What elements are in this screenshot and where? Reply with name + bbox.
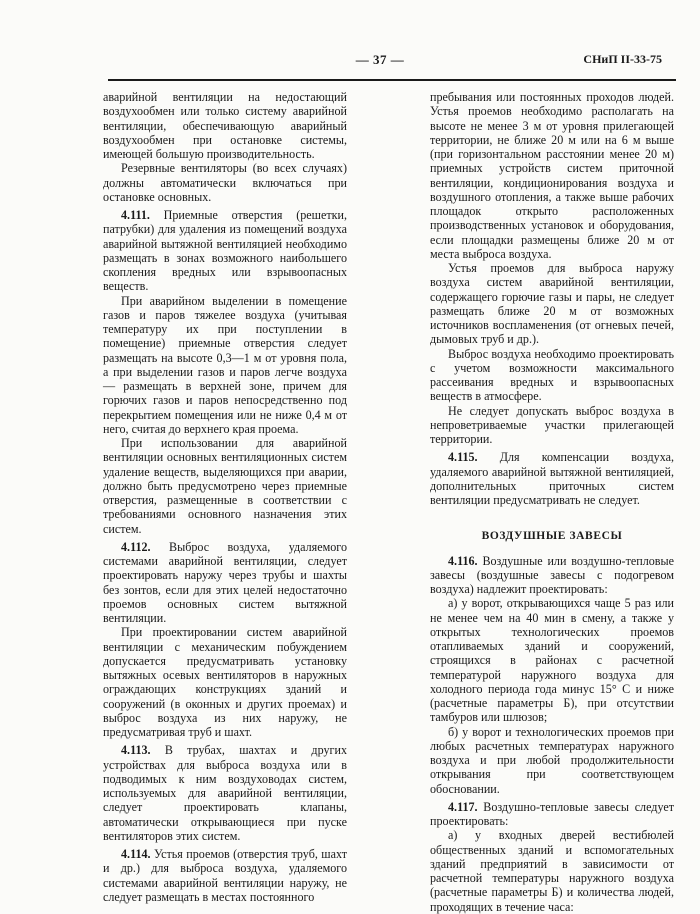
clause-number: 4.116.: [448, 553, 478, 568]
clause-paragraph: [430, 800, 674, 829]
clause-paragraph: [103, 208, 347, 294]
clause-number: 4.117.: [448, 799, 478, 814]
paragraph: [430, 828, 674, 914]
clause-paragraph: [430, 554, 674, 597]
paragraph: [430, 90, 674, 261]
paragraph: [430, 261, 674, 347]
paragraph-text: Для компенсации воздуха, удаляемого аварийной вытяжной вентиляцией, дополнительных приточных систем вентиляции предусматривать не следует.: [430, 450, 674, 507]
left-column: [103, 90, 347, 904]
paragraph: [430, 596, 674, 724]
paragraph: [103, 90, 347, 161]
clause-number: 4.111.: [121, 208, 150, 222]
paragraph-text: Устья проемов для выброса наружу воздуха систем аварийной вентиляции, содержащего горючие газы и пары, не следует размещать ближе 20 м от возможных источников воспламенения (от огневых печей, дымовых труб и др.).: [430, 261, 674, 347]
paragraph-text: В трубах, шахтах и других устройствах для выброса воздуха или в подводимых к ним воздуховодах систем, используемых для аварийной вентиляции, следует проектировать клапаны, автоматически открывающиеся при пуске вентиляторов этих систем.: [103, 743, 347, 843]
paragraph-text: Воздушно-тепловые завесы следует проектировать:: [430, 799, 674, 828]
clause-paragraph: [103, 540, 347, 626]
paragraph: [430, 404, 674, 447]
paragraph-text: Выброс воздуха необходимо проектировать с учетом возможности максимального рассеивания вредных и взрывоопасных веществ в атмосфере.: [430, 346, 674, 404]
paragraph-text: Не следует допускать выброс воздуха в непроветриваемые участки прилегающей территории.: [430, 403, 674, 446]
section-title: ВОЗДУШНЫЕ ЗАВЕСЫ: [481, 530, 623, 543]
clause-number: 4.115.: [448, 450, 478, 465]
paragraph-text: аварийной вентиляции на недостающий воздухообмен или только систему аварийной вентиляции, обеспечивающую аварийный воздухообмен при остановке системы, имеющей большую производительность.: [103, 90, 347, 161]
clause-paragraph: [430, 450, 674, 507]
document-code: СНиП II-33-75: [583, 52, 662, 66]
paragraph-text: При использовании для аварийной вентиляции основных вентиляционных систем удаление веществ, выделяющихся при аварии, должно быть предусмотрено через приемные отверстия, размещенные в соответствии с требованиями основного назначения этих систем.: [103, 436, 347, 536]
paragraph: [103, 161, 347, 204]
paragraph-text: Выброс воздуха, удаляемого системами аварийной вентиляции, следует проектировать наружу через трубы и шахты без зонтов, если для этих целей недостаточно проемов основных систем вытяжной вентиляции.: [103, 539, 347, 625]
paragraph-text: Резервные вентиляторы (во всех случаях) должны автоматически включаться при остановке основных.: [103, 161, 347, 204]
paragraph: [430, 725, 674, 796]
page-number: — 37 —: [355, 52, 405, 67]
paragraph-text: Воздушные или воздушно-тепловые завесы (воздушные завесы с подогревом воздуха) надлежит проектировать:: [430, 553, 674, 596]
header-rule: [108, 79, 676, 81]
clause-paragraph: [103, 743, 347, 843]
paragraph: [103, 436, 347, 536]
paragraph-text: При проектировании систем аварийной вентиляции с механическим побуждением допускается предусматривать установку вытяжных осевых вентиляторов в наружных ограждающих конструкциях зданий и сооружений (в оконных и других проемах) и выброс воздуха из них наружу, не предусматривая труб и шахт.: [103, 625, 347, 739]
paragraph-text: пребывания или постоянных проходов людей. Устья проемов необходимо располагать на высоте не менее 3 м от уровня прилегающей территории, не ближе 20 м или на 6 м выше (при горизонтальном расстоянии менее 20 м) приемных устройств систем приточной вентиляции, кондиционирования воздуха и воздушного отопления, а также выше рабочих площадок открыто расположенных производственных установок и оборудования, если площадки размещены ближе 20 м от места выброса воздуха.: [430, 90, 674, 261]
clause-number: 4.114.: [121, 847, 151, 861]
paragraph-text: а) у входных дверей вестибюлей общественных зданий и вспомогательных зданий предприятий в зависимости от расчетной температуры наружного воздуха (расчетные параметры Б) и количества людей, проходящих в течение часа:: [430, 828, 674, 914]
paragraph: [103, 294, 347, 437]
paragraph: [430, 347, 674, 404]
paragraph-text: а) у ворот, открывающихся чаще 5 раз или не менее чем на 40 мин в смену, а также у открытых технологических проемов отапливаемых зданий и сооружений, строящихся в районах с расчетной температурой наружного воздуха для холодного периода года минус 15° С и ниже (расчетные параметры Б), при отсутствии тамбуров или шлюзов;: [430, 596, 674, 725]
paragraph-text: Приемные отверстия (решетки, патрубки) для удаления из помещений воздуха аварийной вытяжной вентиляцией необходимо размещать в зонах возможного наибольшего скопления вредных или взрывоопасных веществ.: [103, 208, 347, 294]
paragraph-text: б) у ворот и технологических проемов при любых расчетных температурах наружного воздуха и при любой продолжительности открывания при соответствующем обосновании.: [430, 724, 674, 796]
right-column: [430, 90, 674, 914]
page-header: [90, 52, 670, 72]
paragraph: [103, 625, 347, 739]
paragraph-text: При аварийном выделении в помещение газов и паров тяжелее воздуха (учитывая температуру их при поступлении в помещение) приемные отверстия следует размещать на высоте 0,3—1 м от уровня пола, а при выделении газов и паров легче воздуха — размещать в верхней зоне, причем для горючих газов и паров непосредственно под перекрытием помещения или не ниже 0,4 м от него, считая до верхнего края проема.: [103, 293, 347, 436]
clause-number: 4.112.: [121, 539, 151, 554]
paragraph-text: Устья проемов (отверстия труб, шахт и др.) для выброса воздуха, удаляемого системами аварийной вентиляции наружу, не следует размещать в местах постоянного: [103, 847, 347, 904]
clause-paragraph: [103, 847, 347, 904]
clause-number: 4.113.: [121, 743, 151, 758]
